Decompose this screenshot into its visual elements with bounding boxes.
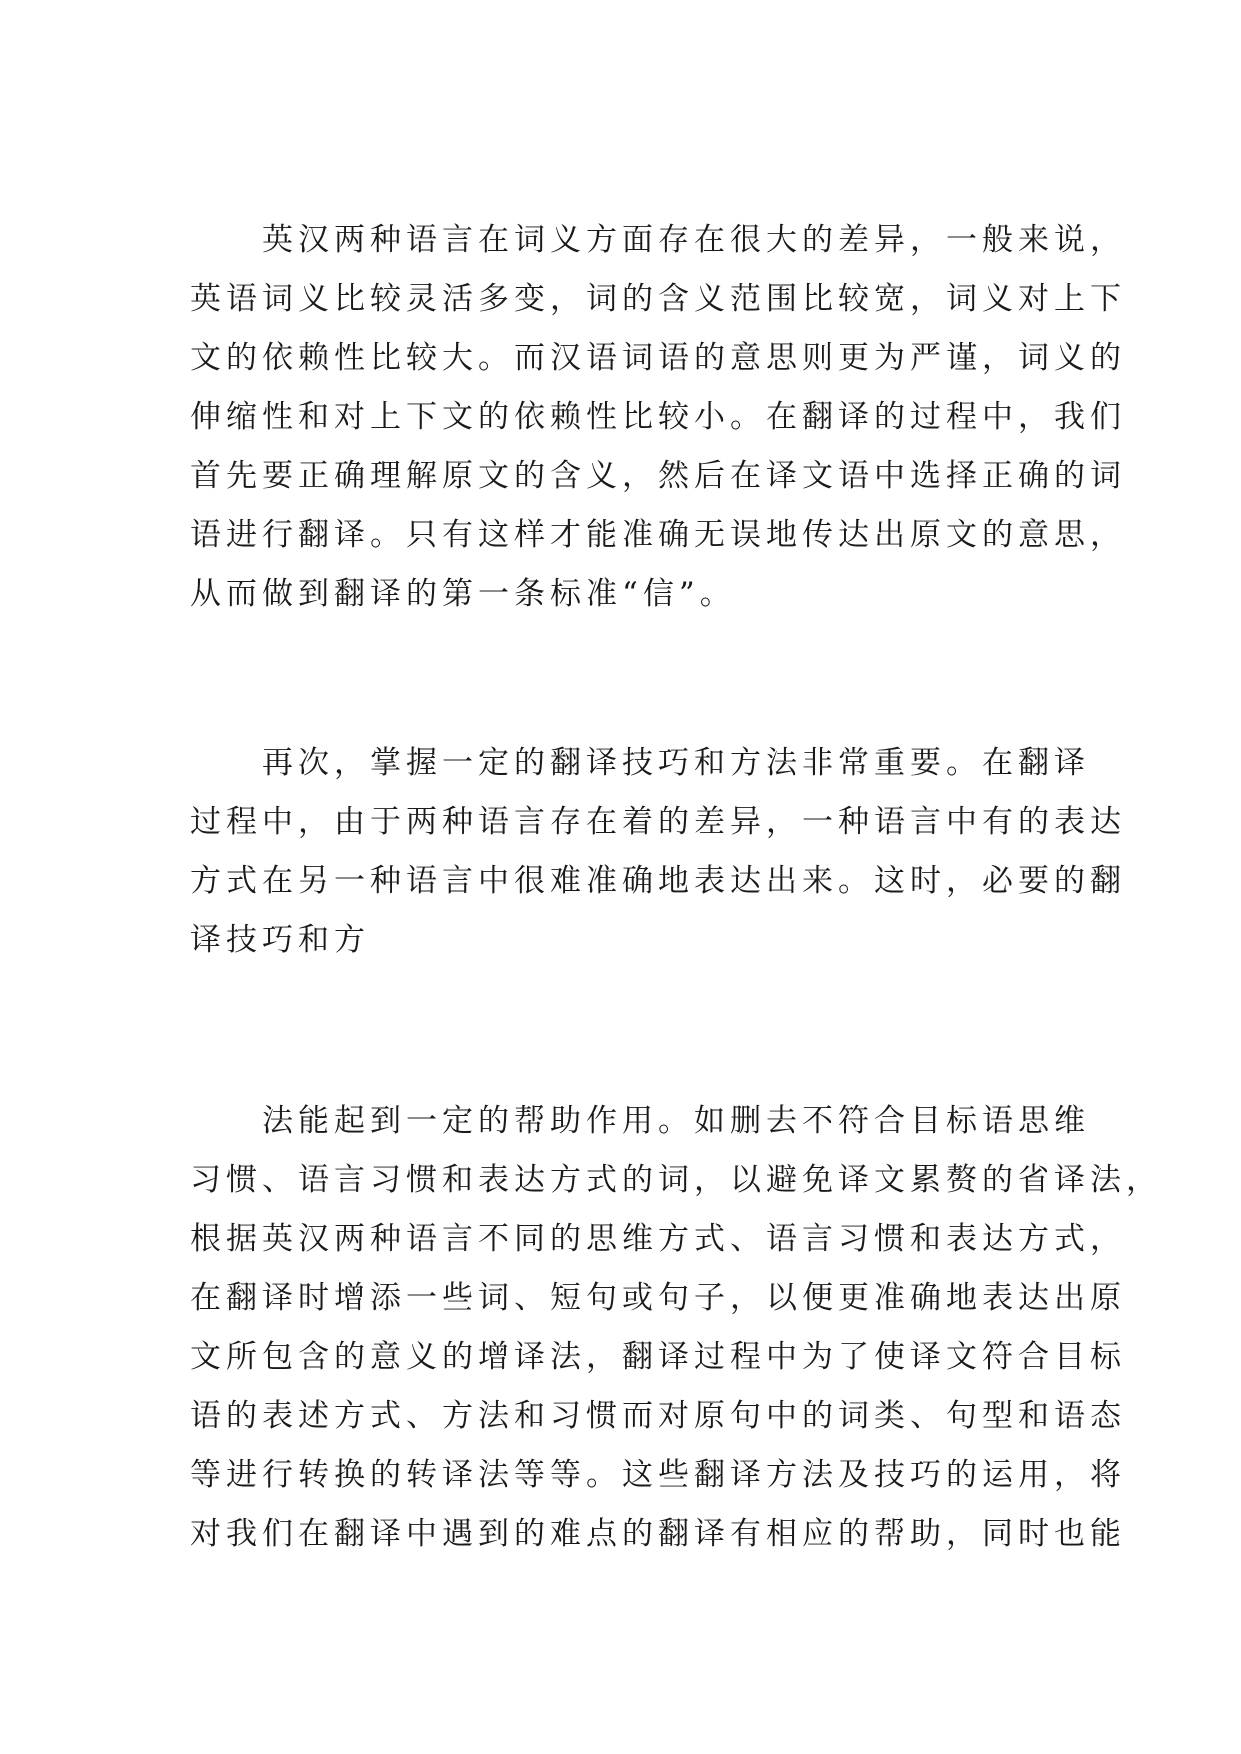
text-line: 方式在另一种语言中很难准确地表达出来。这时，必要的翻	[190, 863, 1126, 899]
paragraph-translation-methods	[190, 1092, 1162, 1564]
text-line: 根据英汉两种语言不同的思维方式、语言习惯和表达方式，	[190, 1221, 1126, 1257]
text-line: 等进行转换的转译法等等。这些翻译方法及技巧的运用，将	[190, 1457, 1126, 1493]
text-line: 法能起到一定的帮助作用。如删去不符合目标语思维	[190, 1103, 1090, 1139]
text-line: 习惯、语言习惯和表达方式的词，以避免译文累赘的省译法，	[190, 1162, 1162, 1198]
text-line: 语的表述方式、方法和习惯而对原句中的词类、句型和语态	[190, 1398, 1126, 1434]
text-line: 再次，掌握一定的翻译技巧和方法非常重要。在翻译	[190, 745, 1090, 781]
text-line: 过程中，由于两种语言存在着的差异，一种语言中有的表达	[190, 804, 1126, 840]
text-line: 首先要正确理解原文的含义，然后在译文语中选择正确的词	[190, 458, 1126, 494]
text-line: 文的依赖性比较大。而汉语词语的意思则更为严谨，词义的	[190, 340, 1126, 376]
text-line: 译技巧和方	[190, 922, 370, 958]
paragraph-word-meaning	[190, 211, 1126, 624]
paragraph-translation-skills	[190, 734, 1126, 970]
text-line: 英语词义比较灵活多变，词的含义范围比较宽，词义对上下	[190, 281, 1126, 317]
text-line: 语进行翻译。只有这样才能准确无误地传达出原文的意思，	[190, 517, 1126, 553]
text-line: 对我们在翻译中遇到的难点的翻译有相应的帮助，同时也能	[190, 1516, 1126, 1552]
text-line: 在翻译时增添一些词、短句或句子，以便更准确地表达出原	[190, 1280, 1126, 1316]
text-line: 文所包含的意义的增译法，翻译过程中为了使译文符合目标	[190, 1339, 1126, 1375]
text-line: 伸缩性和对上下文的依赖性比较小。在翻译的过程中，我们	[190, 399, 1126, 435]
text-line: 从而做到翻译的第一条标准“信”。	[190, 576, 736, 612]
text-line: 英汉两种语言在词义方面存在很大的差异，一般来说，	[190, 222, 1126, 258]
